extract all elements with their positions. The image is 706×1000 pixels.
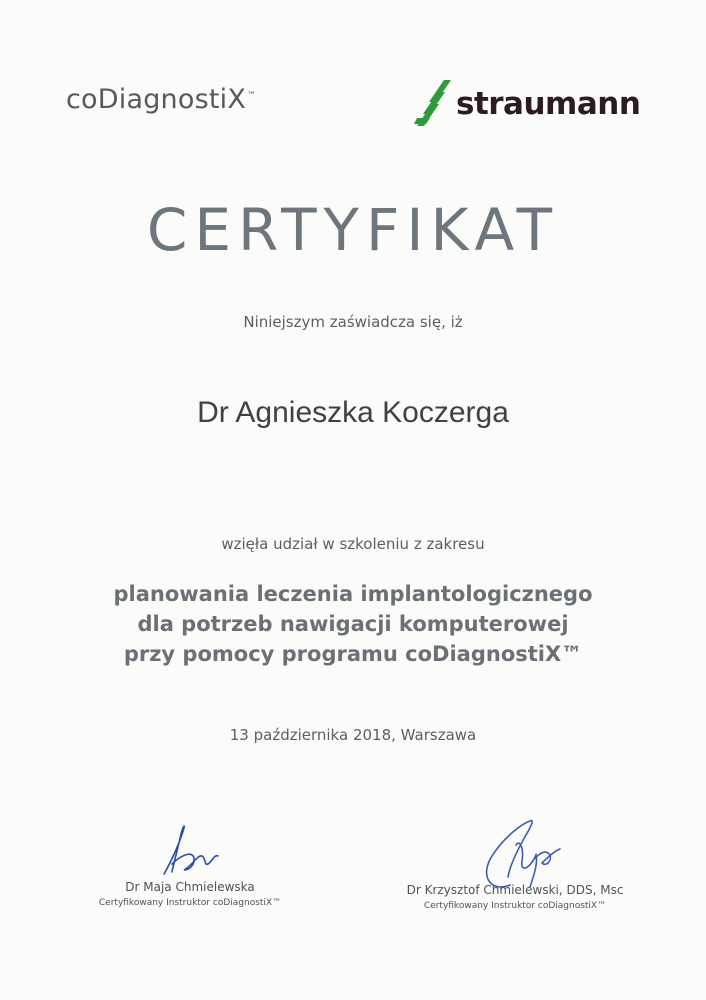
signatory-name: Dr Krzysztof Chmielewski, DDS, Msc: [406, 883, 624, 897]
handwritten-signature-icon: [450, 815, 580, 895]
handwritten-signature-icon: [150, 820, 230, 878]
course-line: dla potrzeb nawigacji komputerowej: [137, 612, 569, 636]
straumann-mark-icon: [414, 78, 452, 130]
straumann-logo: [414, 78, 640, 130]
signature-block-left: [70, 820, 310, 908]
certificate-title: CERTYFIKAT: [146, 196, 560, 264]
signatory-role: Certyfikowany Instruktor coDiagnostiX™: [423, 901, 607, 911]
signatory-name: Dr Maja Chmielewska: [125, 880, 255, 894]
straumann-logo-text: straumann: [456, 86, 641, 122]
date-place: 13 października 2018, Warszawa: [229, 726, 477, 744]
recipient-name: Dr Agnieszka Koczerga: [197, 396, 509, 429]
course-line: przy pomocy programu coDiagnostiX™: [123, 642, 583, 666]
codiagnostix-logo-text: coDiagnostiX: [66, 84, 247, 115]
signature-block-right: [390, 815, 640, 911]
codiagnostix-logo-tm: ™: [247, 91, 257, 101]
signatory-role: Certyfikowany Instruktor coDiagnostiX™: [98, 898, 282, 908]
course-intro-text: wzięła udział w szkoleniu z zakresu: [221, 535, 485, 553]
course-line: planowania leczenia implantologicznego: [113, 582, 593, 606]
codiagnostix-logo: [66, 84, 256, 115]
course-description: [0, 579, 706, 669]
intro-text: Niniejszym zaświadcza się, iż: [243, 313, 463, 331]
